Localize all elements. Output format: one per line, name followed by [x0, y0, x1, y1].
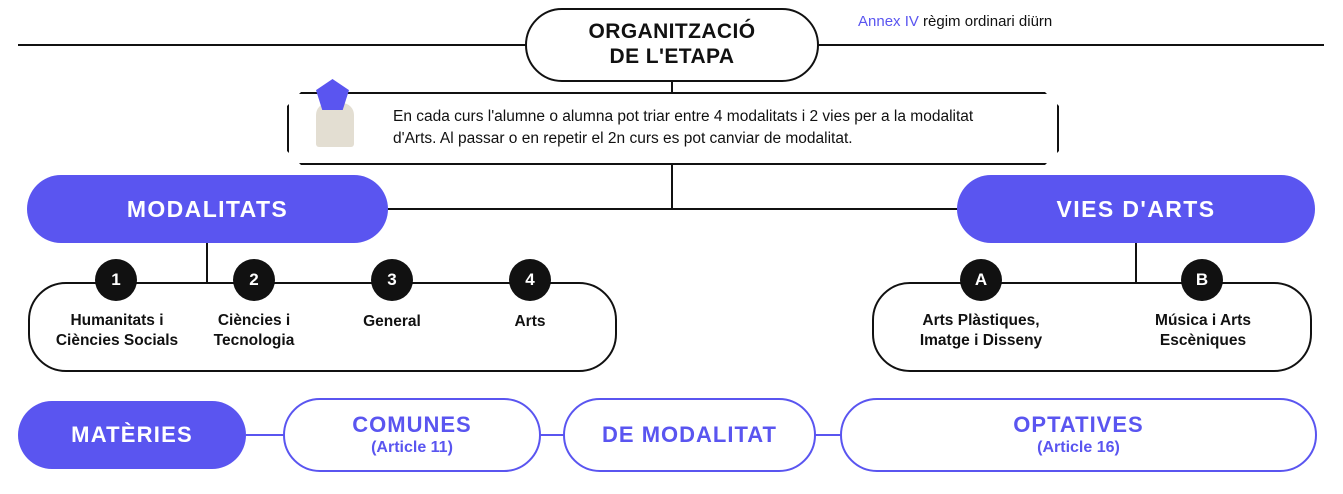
- page-title: [525, 8, 819, 82]
- badge-modalitat-4: [509, 259, 551, 301]
- annex-label: [858, 13, 1052, 30]
- materia-comunes-label: COMUNES: [352, 411, 472, 437]
- page-title-text: [589, 20, 756, 70]
- option-via-b-line2: Escèniques: [1159, 332, 1247, 350]
- option-modalitat-1[interactable]: [38, 311, 196, 351]
- option-via-a-line1: Arts Plàstiques,: [922, 312, 1040, 329]
- connector-spine-right: [671, 208, 959, 210]
- badge-via-b-text: B: [1195, 270, 1209, 289]
- page-title-line1: ORGANITZACIÓ: [588, 20, 756, 44]
- connector-modalitat-optatives: [814, 434, 842, 436]
- materia-optatives-article: (Article 16): [1037, 439, 1120, 457]
- badge-modalitat-2-text: 2: [249, 270, 259, 289]
- option-modalitat-2[interactable]: [180, 311, 328, 351]
- option-modalitat-4[interactable]: [460, 312, 600, 332]
- materia-comunes-article: (Article 11): [371, 439, 453, 457]
- top-rule-left: [18, 44, 528, 46]
- note-text: En cada curs l'alumne o alumna pot triar entre 4 modalitats i 2 vies per a la modalitat d'Arts. Al passar o en repetir el 2n curs es pot canviar de modalitat.: [393, 108, 974, 148]
- option-modalitat-2-line2: Tecnologia: [213, 332, 295, 350]
- branch-vies-arts-label: VIES D'ARTS: [1056, 195, 1216, 222]
- badge-modalitat-3-text: 3: [387, 270, 397, 289]
- option-via-a-line2: Imatge i Disseny: [919, 332, 1043, 350]
- connector-spine-left: [386, 208, 673, 210]
- materies-label-pill[interactable]: [18, 401, 246, 469]
- option-via-b[interactable]: [1118, 311, 1288, 351]
- materia-de-modalitat[interactable]: [563, 398, 816, 472]
- materia-de-modalitat-label: DE MODALITAT: [602, 421, 777, 447]
- branch-modalitats-label: MODALITATS: [126, 195, 289, 222]
- badge-modalitat-1-text: 1: [111, 270, 121, 289]
- connector-note-spine: [671, 164, 673, 209]
- option-modalitat-3-line1: General: [363, 313, 421, 330]
- badge-modalitat-1: [95, 259, 137, 301]
- option-via-a[interactable]: [895, 311, 1067, 351]
- materia-optatives-label: OPTATIVES: [1013, 411, 1144, 437]
- annex-plain: règim ordinari diürn: [923, 13, 1053, 30]
- badge-modalitat-4-text: 4: [525, 270, 535, 289]
- materia-comunes[interactable]: [283, 398, 541, 472]
- option-modalitat-2-line1: Ciències i: [217, 312, 291, 329]
- option-modalitat-1-line2: Ciències Socials: [55, 332, 179, 350]
- badge-modalitat-3: [371, 259, 413, 301]
- branch-vies-arts[interactable]: [957, 175, 1315, 243]
- annex-accent: Annex IV: [858, 13, 919, 30]
- connector-comunes-modalitat: [538, 434, 565, 436]
- pin-icon: [316, 79, 349, 110]
- badge-via-a-text: A: [974, 270, 988, 289]
- connector-materies-comunes: [246, 434, 284, 436]
- top-rule-right: [816, 44, 1324, 46]
- badge-via-b: [1181, 259, 1223, 301]
- badge-modalitat-2: [233, 259, 275, 301]
- option-modalitat-3[interactable]: [322, 312, 462, 332]
- badge-via-a: [960, 259, 1002, 301]
- branch-modalitats[interactable]: [27, 175, 388, 243]
- materies-label: MATÈRIES: [71, 422, 193, 447]
- page-title-line2: DE L'ETAPA: [609, 45, 735, 68]
- option-modalitat-1-line1: Humanitats i: [70, 312, 164, 329]
- option-modalitat-4-line1: Arts: [514, 313, 546, 330]
- materia-optatives[interactable]: [840, 398, 1317, 472]
- option-via-b-line1: Música i Arts: [1155, 312, 1251, 329]
